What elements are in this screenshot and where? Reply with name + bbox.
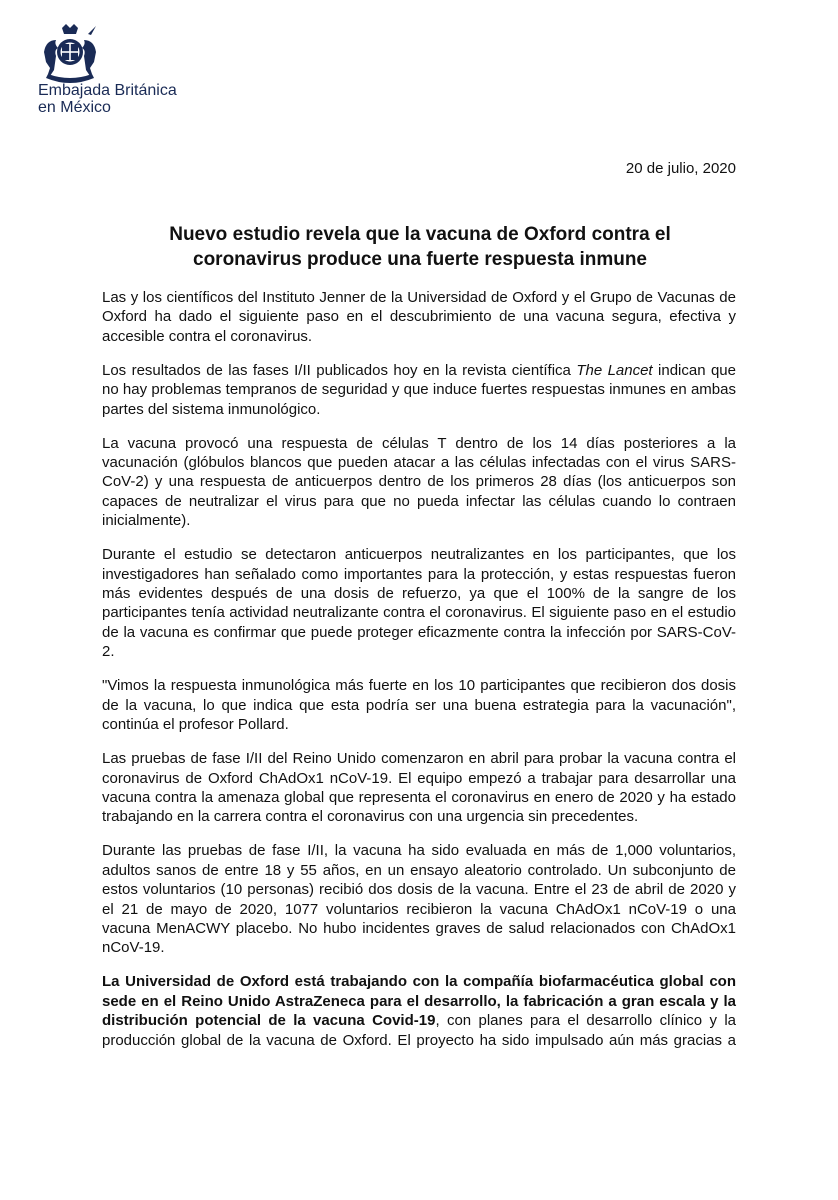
paragraph-6: Las pruebas de fase I/II del Reino Unido comenzaron en abril para probar la vacuna contra el coronavirus de Oxford ChAdOx1 nCoV-19. El equipo empezó a trabajar para desarrollar una vacuna contra la amenaza global que representa el coronavirus en enero de 2020 y ha estado trabajando en la carrera contra el coronavirus con una urgencia sin precedentes. (102, 750, 736, 826)
press-release-title (100, 222, 740, 272)
title-line1: Nuevo estudio revela que la vacuna de Oxford contra el (169, 224, 671, 245)
paragraph-7: Durante las pruebas de fase I/II, la vacuna ha sido evaluada en más de 1,000 voluntarios, adultos sanos de entre 18 y 55 años, en un ensayo aleatorio controlado. Un subconjunto de estos voluntarios (10 personas) recibió dos dosis de la vacuna. Entre el 23 de abril de 2020 y el 21 de mayo de 2020, 1077 voluntarios recibieron la vacuna ChAdOx1 nCoV-19 o una vacuna MenACWY placebo. No hubo incidentes graves de salud relacionados con ChAdOx1 nCoV-19. (102, 842, 736, 957)
journal-name: The Lancet (576, 361, 653, 379)
paragraph-8-bold: La Universidad de Oxford está trabajando con la compañía biofarmacéutica global con sede en el Reino Unido AstraZeneca para el desarrollo, la fabricación a gran escala y la distribución potencial de la vacuna Covid-19 (102, 973, 736, 1030)
paragraph-8-rest: , con planes para el desarrollo clínico y la producción global de la vacuna de Oxford. El proyecto ha sido impulsado aún más gracias a (102, 1012, 736, 1049)
organization-name (38, 82, 177, 116)
paragraph-1: Las y los científicos del Instituto Jenner de la Universidad de Oxford y el Grupo de Vacunas de Oxford ha dado el siguiente paso en el descubrimiento de una vacuna segura, efectiva y accesible contra el coronavirus. (102, 289, 736, 345)
paragraph-8 (102, 972, 736, 1050)
article-body (102, 288, 736, 1065)
paragraph-5: "Vimos la respuesta inmunológica más fuerte en los 10 participantes que recibieron dos dosis de la vacuna, lo que indica que esta podría ser una buena estrategia para la vacunación", continúa el profesor Pollard. (102, 677, 736, 734)
paragraph-3: La vacuna provocó una respuesta de células T dentro de los 14 días posteriores a la vacunación (glóbulos blancos que pueden atacar a las células infectadas con el virus SARS-CoV-2) y una respuesta de anticuerpos dentro de los primeros 28 días (los anticuerpos son capaces de neutralizar el virus para que no pueda infectar las células cuando lo contraen inicialmente). (102, 434, 736, 530)
org-name-line1: Embajada Británica (38, 82, 177, 99)
press-release-date: 20 de julio, 2020 (625, 160, 736, 177)
royal-coat-of-arms-icon (38, 22, 102, 86)
title-line2: coronavirus produce una fuerte respuesta inmune (193, 249, 647, 270)
org-name-line2: en México (38, 99, 111, 116)
paragraph-2-part-b: indican que no hay problemas tempranos de seguridad y que induce fuertes respuestas inmunes en ambas partes del sistema inmunológico. (102, 361, 736, 418)
paragraph-2 (102, 361, 736, 419)
paragraph-4: Durante el estudio se detectaron anticuerpos neutralizantes en los participantes, que los investigadores han señalado como importantes para la protección, y estas respuestas fueron más evidentes después de una dosis de refuerzo, ya que el 100% de la sangre de los participantes tenía actividad neutralizante contra el coronavirus. El siguiente paso en el estudio de la vacuna es confirmar que puede proteger eficazmente contra la infección por SARS-CoV-2. (102, 546, 736, 661)
paragraph-2-part-a: Los resultados de las fases I/II publicados hoy en la revista científica (102, 361, 577, 379)
